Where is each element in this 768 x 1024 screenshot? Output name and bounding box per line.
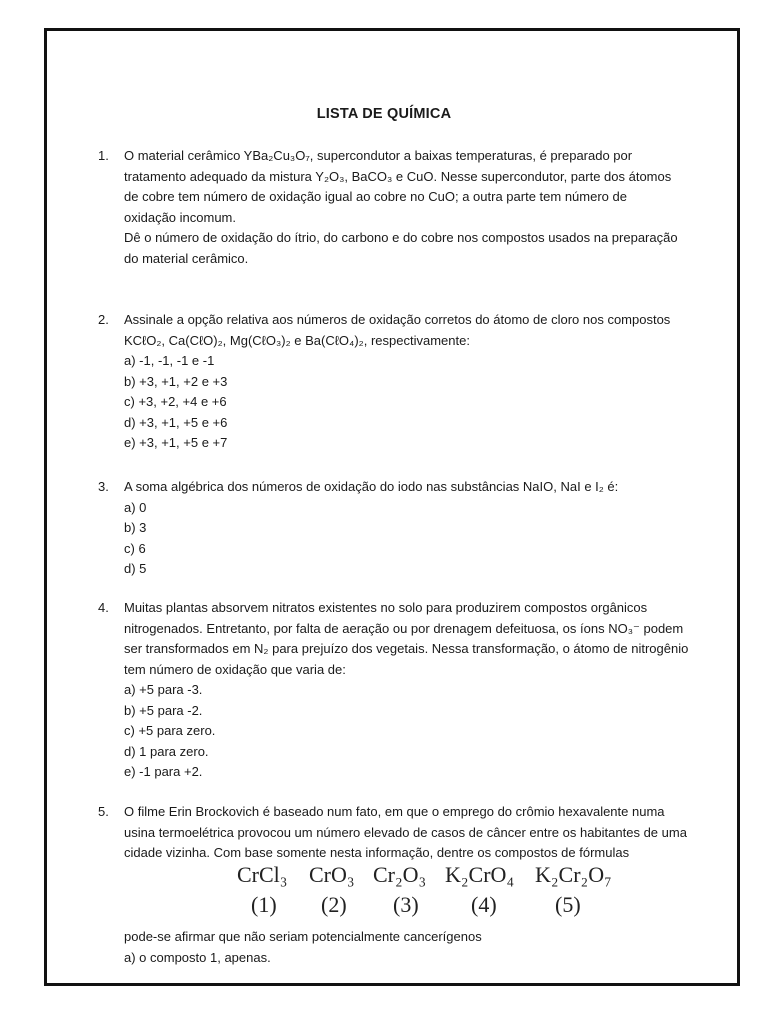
question-number: 4. xyxy=(98,600,109,615)
question-text-line: oxidação incomum. xyxy=(124,209,236,225)
question-number: 2. xyxy=(98,312,109,327)
formula: CrCl₃ xyxy=(237,862,288,887)
question-5 xyxy=(98,802,732,864)
formula: CrO₃ xyxy=(309,862,355,887)
question-number: 1. xyxy=(98,148,109,163)
answer-option: e) -1 para +2. xyxy=(124,764,203,779)
answer-option: c) 6 xyxy=(124,540,146,556)
formula-number: (4) xyxy=(471,892,497,917)
formula-number: (5) xyxy=(555,892,581,917)
question-text-line: A soma algébrica dos números de oxidação do iodo nas substâncias NaIO, NaI e I₂ é: xyxy=(124,479,619,494)
question-text-line: Dê o número de oxidação do ítrio, do carbono e do cobre nos compostos usados na preparação xyxy=(124,230,678,245)
question-text-line: O material cerâmico YBa₂Cu₃O₇, supercondutor a baixas temperaturas, é preparado por xyxy=(124,148,633,163)
answer-option: a) o composto 1, apenas. xyxy=(124,949,271,965)
formula: K₂CrO₄ xyxy=(445,862,515,887)
question-text-line: do material cerâmico. xyxy=(124,250,249,266)
question-text-line: de cobre tem número de oxidação igual ao cobre no CuO; a outra parte tem número de xyxy=(124,189,627,204)
question-text-line: tratamento adequado da mistura Y₂O₃, BaCO₃ e CuO. Nesse supercondutor, parte dos átomos xyxy=(124,168,672,184)
question-text-line: pode-se afirmar que não seriam potencialmente cancerígenos xyxy=(124,929,482,944)
question-text-line: ser transformados em N₂ para prejuízo dos vegetais. Nessa transformação, o átomo de nitrogênio xyxy=(124,641,689,656)
answer-option: d) 5 xyxy=(124,561,147,576)
question-text-line: Assinale a opção relativa aos números de oxidação corretos do átomo de cloro nos compostos xyxy=(124,312,671,327)
answer-option: a) +5 para -3. xyxy=(124,682,203,697)
formula-number: (1) xyxy=(251,892,277,917)
question-1 xyxy=(98,146,732,269)
question-text-line: O filme Erin Brockovich é baseado num fato, em que o emprego do crômio hexavalente numa xyxy=(124,804,665,819)
question-text-line: KCℓO₂, Ca(CℓO)₂, Mg(CℓO₃)₂ e Ba(CℓO₄)₂, respectivamente: xyxy=(124,332,470,348)
formula: Cr₂O₃ xyxy=(373,862,427,887)
formula: K₂Cr₂O₇ xyxy=(535,862,612,887)
question-number: 3. xyxy=(98,479,109,494)
answer-option: d) 1 para zero. xyxy=(124,743,209,759)
question-2 xyxy=(98,310,732,454)
formula-number: (3) xyxy=(393,892,419,917)
answer-option: c) +3, +2, +4 e +6 xyxy=(124,394,227,409)
question-text-line: cidade vizinha. Com base somente nesta informação, dentre os compostos de fórmulas xyxy=(124,845,630,860)
question-3 xyxy=(98,477,732,580)
answer-option: e) +3, +1, +5 e +7 xyxy=(124,435,228,450)
answer-option: d) +3, +1, +5 e +6 xyxy=(124,414,228,430)
question-text-line: tem número de oxidação que varia de: xyxy=(124,661,346,677)
question-number: 5. xyxy=(98,804,109,819)
answer-option: b) +3, +1, +2 e +3 xyxy=(124,373,228,389)
question-text-line: usina termoelétrica provocou um número elevado de casos de câncer entre os habitantes de uma xyxy=(124,824,687,840)
question-5-continuation xyxy=(98,927,732,968)
question-text-line: nitrogenados. Entretanto, por falta de aeração ou por drenagem defeituosa, os íons NO₃⁻ podem xyxy=(124,620,684,636)
answer-option: a) -1, -1, -1 e -1 xyxy=(124,353,215,368)
answer-option: c) +5 para zero. xyxy=(124,723,216,738)
answer-option: a) 0 xyxy=(124,499,147,515)
answer-option: b) +5 para -2. xyxy=(124,702,203,718)
question-4 xyxy=(98,598,732,783)
page-title: LISTA DE QUÍMICA xyxy=(316,106,452,122)
question-text-line: Muitas plantas absorvem nitratos existentes no solo para produzirem compostos orgânicos xyxy=(124,600,648,615)
formula-number: (2) xyxy=(321,892,347,917)
answer-option: b) 3 xyxy=(124,520,147,535)
